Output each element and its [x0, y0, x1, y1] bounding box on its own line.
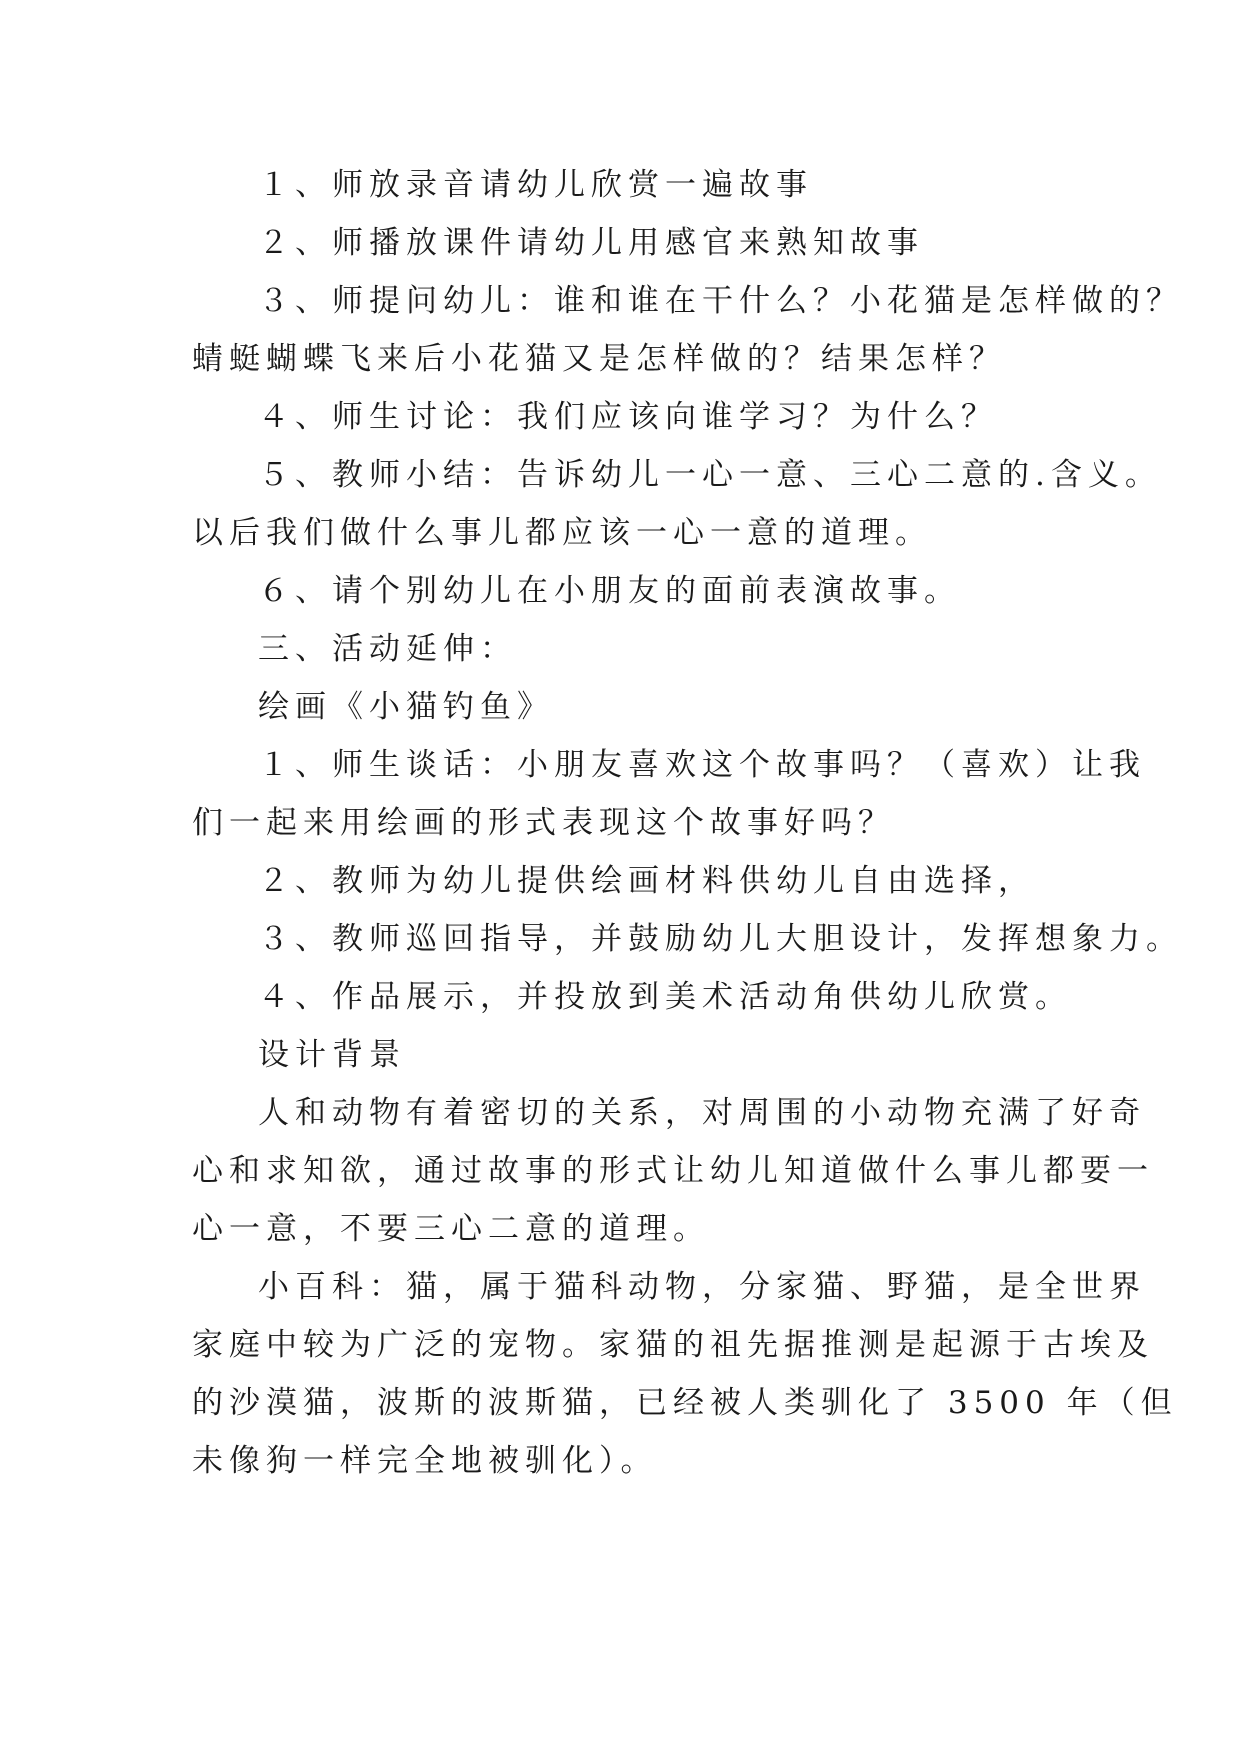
drawing-activity-title: 绘画《小猫钓鱼》	[258, 689, 554, 725]
step-2-courseware: ２、师播放课件请幼儿用感官来熟知故事	[258, 225, 924, 261]
step-6-performance: ６、请个别幼儿在小朋友的面前表演故事。	[258, 573, 961, 609]
drawing-step-1-cont: 们一起来用绘画的形式表现这个故事好吗？	[192, 805, 895, 841]
encyclopedia-line-2: 家庭中较为广泛的宠物。家猫的祖先据推测是起源于古埃及	[192, 1327, 1154, 1363]
drawing-step-1: １、师生谈话：小朋友喜欢这个故事吗？（喜欢）让我	[258, 747, 1146, 783]
design-background-heading: 设计背景	[258, 1037, 406, 1073]
background-paragraph-line-2: 心和求知欲，通过故事的形式让幼儿知道做什么事儿都要一	[192, 1153, 1154, 1189]
background-paragraph-line-3: 心一意，不要三心二意的道理。	[192, 1211, 710, 1247]
step-4-discussion: ４、师生讨论：我们应该向谁学习？为什么？	[258, 399, 998, 435]
encyclopedia-line-4: 未像狗一样完全地被驯化）。	[192, 1443, 658, 1479]
drawing-step-3: ３、教师巡回指导，并鼓励幼儿大胆设计，发挥想象力。	[258, 921, 1183, 957]
section-extension-heading: 三、活动延伸：	[258, 631, 517, 667]
drawing-step-2: ２、教师为幼儿提供绘画材料供幼儿自由选择，	[258, 863, 1035, 899]
step-5-summary-cont: 以后我们做什么事儿都应该一心一意的道理。	[192, 515, 932, 551]
step-1-listen: １、师放录音请幼儿欣赏一遍故事	[258, 167, 813, 203]
step-3-questions-cont: 蜻蜓蝴蝶飞来后小花猫又是怎样做的？结果怎样？	[192, 341, 1006, 377]
drawing-step-4: ４、作品展示，并投放到美术活动角供幼儿欣赏。	[258, 979, 1072, 1015]
encyclopedia-line-1: 小百科：猫，属于猫科动物，分家猫、野猫，是全世界	[258, 1269, 1146, 1305]
step-3-questions: ３、师提问幼儿：谁和谁在干什么？小花猫是怎样做的？	[258, 283, 1183, 319]
encyclopedia-line-3: 的沙漠猫，波斯的波斯猫，已经被人类驯化了 3500 年（但	[192, 1385, 1178, 1421]
step-5-summary: ５、教师小结：告诉幼儿一心一意、三心二意的.含义。	[258, 457, 1162, 493]
background-paragraph-line-1: 人和动物有着密切的关系，对周围的小动物充满了好奇	[258, 1095, 1146, 1131]
